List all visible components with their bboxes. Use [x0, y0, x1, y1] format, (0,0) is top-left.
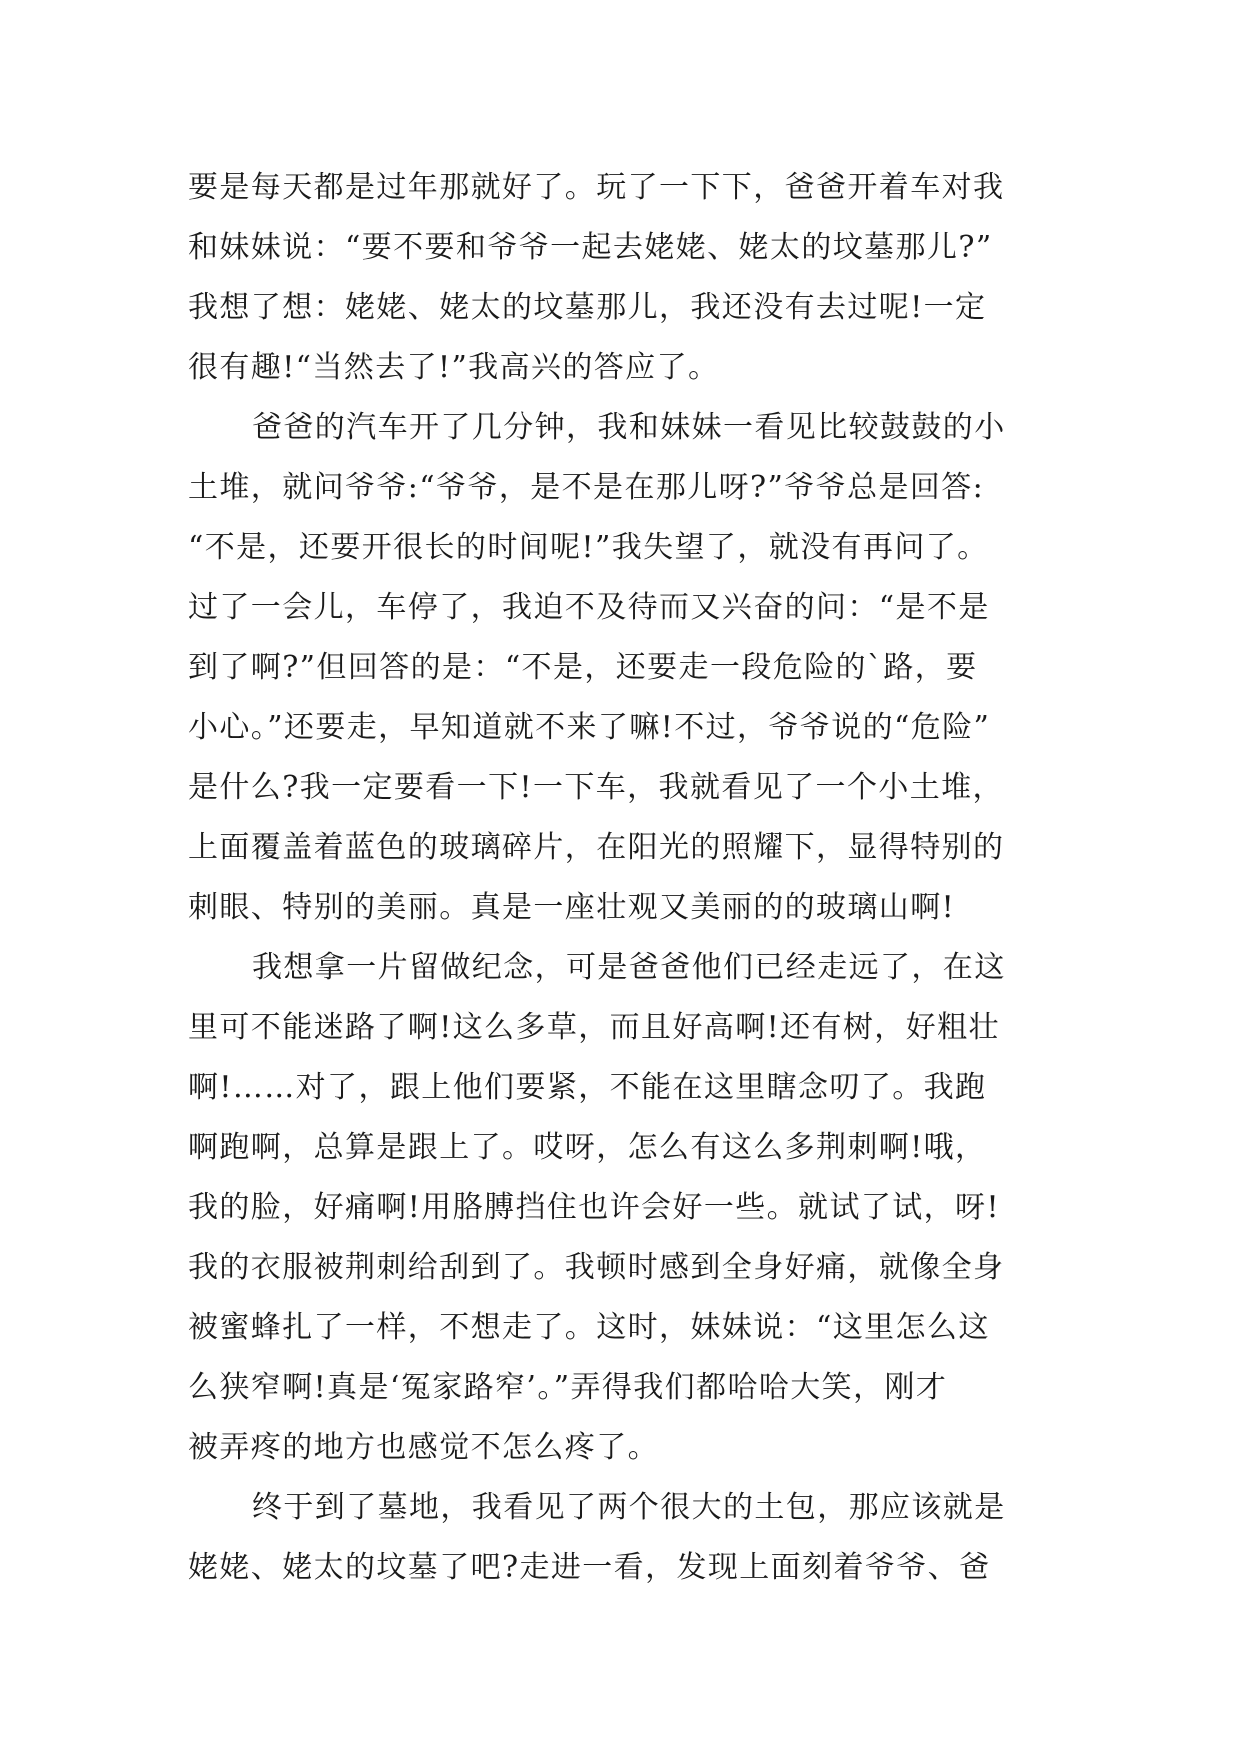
text-line: 啊!……对了，跟上他们要紧，不能在这里瞎念叨了。我跑: [188, 1070, 987, 1105]
text-line: “不是，还要开很长的时间呢!”我失望了，就没有再问了。: [188, 530, 989, 565]
text-line: 刺眼、特别的美丽。真是一座壮观又美丽的的玻璃山啊!: [188, 890, 956, 925]
text-line: 姥姥、姥太的坟墓了吧?走进一看，发现上面刻着爷爷、爸: [188, 1550, 991, 1585]
text-line: 里可不能迷路了啊!这么多草，而且好高啊!还有树，好粗壮: [188, 1010, 1000, 1045]
text-line: 我的衣服被荆刺给刮到了。我顿时感到全身好痛，就像全身: [188, 1250, 1005, 1285]
text-line: 和妹妹说：“要不要和爷爷一起去姥姥、姥太的坟墓那儿?”: [188, 230, 993, 265]
text-line: 是什么?我一定要看一下!一下车，我就看见了一个小土堆，: [188, 770, 1004, 805]
text-line: 被弄疼的地方也感觉不怎么疼了。: [188, 1430, 659, 1465]
text-line: 么狭窄啊!真是‘冤家路窄’。”弄得我们都哈哈大笑，刚才: [188, 1370, 948, 1405]
text-line: 土堆，就问爷爷:“爷爷，是不是在那儿呀?”爷爷总是回答:: [188, 470, 985, 505]
text-line: 很有趣!“当然去了!”我高兴的答应了。: [188, 350, 720, 385]
text-line: 被蜜蜂扎了一样，不想走了。这时，妹妹说：“这里怎么这: [188, 1310, 990, 1345]
text-line: 上面覆盖着蓝色的玻璃碎片，在阳光的照耀下，显得特别的: [188, 830, 1005, 865]
text-line: 我的脸，好痛啊!用胳膊挡住也许会好一些。就试了试，呀!: [188, 1190, 1000, 1225]
text-line: 我想了想：姥姥、姥太的坟墓那儿，我还没有去过呢!一定: [188, 290, 987, 325]
text-line: 要是每天都是过年那就好了。玩了一下下，爸爸开着车对我: [188, 170, 1005, 205]
paragraph-first-line: 我想拿一片留做纪念，可是爸爸他们已经走远了，在这: [252, 950, 1006, 985]
paragraph-first-line: 爸爸的汽车开了几分钟，我和妹妹一看见比较鼓鼓的小: [252, 410, 1006, 445]
paragraph-first-line: 终于到了墓地，我看见了两个很大的土包，那应该就是: [252, 1490, 1006, 1525]
text-line: 过了一会儿，车停了，我迫不及待而又兴奋的问：“是不是: [188, 590, 990, 625]
text-line: 啊跑啊，总算是跟上了。哎呀，怎么有这么多荆刺啊!哦，: [188, 1130, 987, 1165]
document-body: [188, 158, 1068, 1598]
text-line: 小心。”还要走，早知道就不来了嘛!不过，爷爷说的“危险”: [188, 710, 991, 745]
text-line: 到了啊?”但回答的是：“不是，还要走一段危险的`路，要: [188, 650, 978, 685]
